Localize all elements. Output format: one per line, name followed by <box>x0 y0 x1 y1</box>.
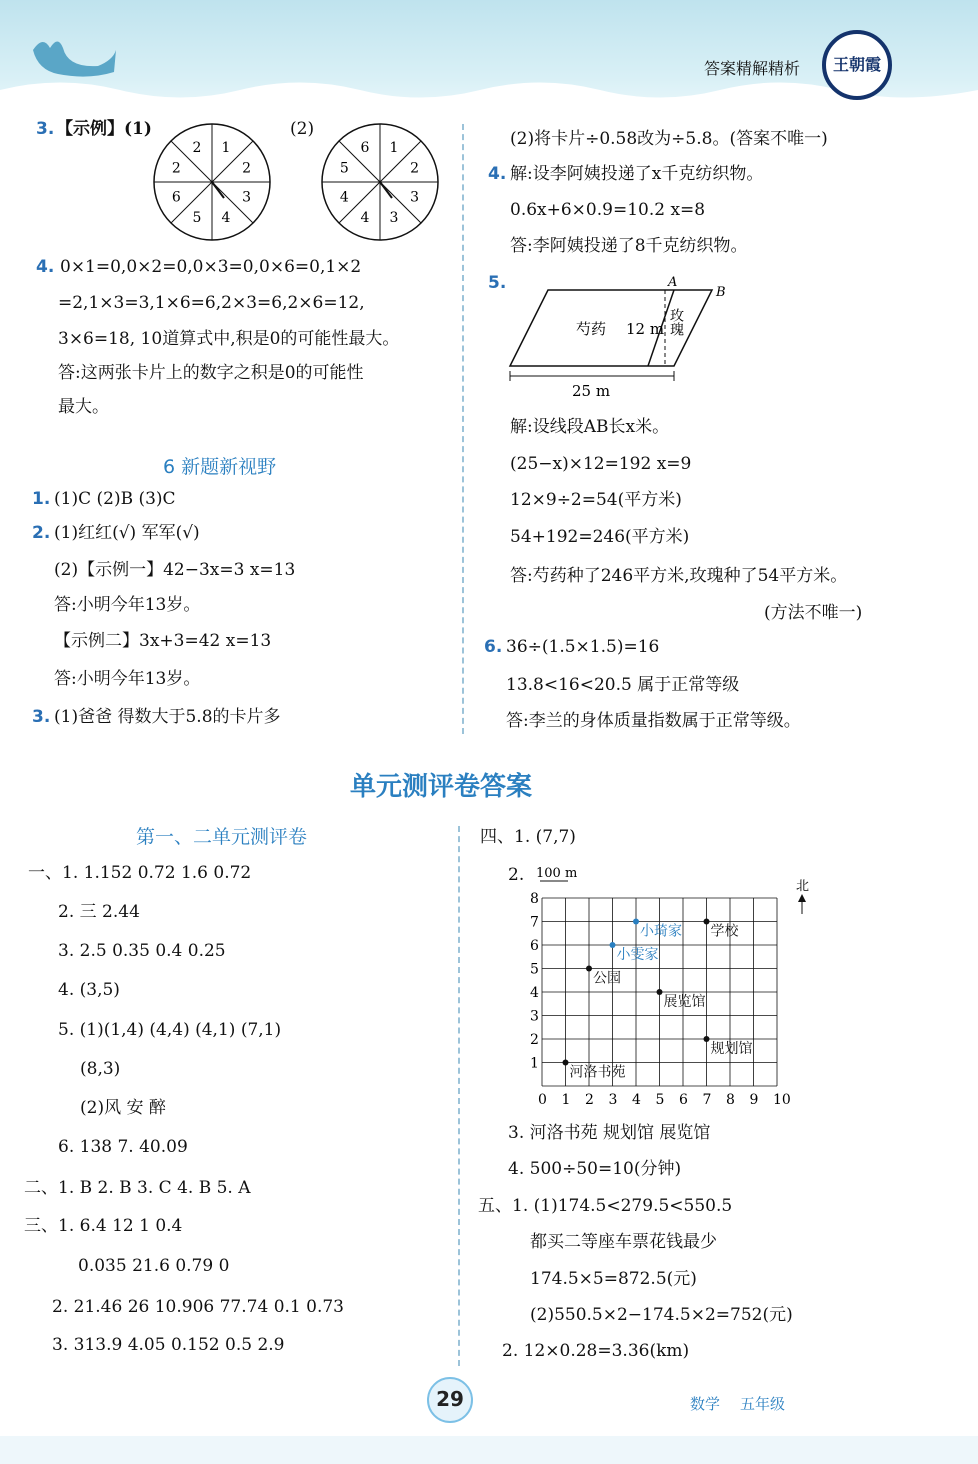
lb-line: 2. 三 2.44 <box>58 902 140 922</box>
unit-test-title: 单元测评卷答案 <box>350 772 533 802</box>
s6q3-answer: (1)爸爸 得数大于5.8的卡片多 <box>54 707 281 727</box>
spinner-sector-label: 4 <box>360 210 370 227</box>
y-tick-label: 5 <box>530 961 539 978</box>
place-label: 河洛书苑 <box>569 1064 626 1081</box>
height-label: 12 m <box>626 320 665 338</box>
x-tick-label: 10 <box>773 1092 791 1108</box>
unit-subtitle: 第一、二单元测评卷 <box>136 826 308 848</box>
x-tick-label: 3 <box>608 1092 618 1108</box>
spinner-sector-label: 6 <box>171 189 181 206</box>
spinner-sector-label: 3 <box>410 189 420 206</box>
x-tick-label: 4 <box>632 1092 641 1108</box>
spinner-sector-label: 4 <box>339 189 349 206</box>
y-tick-label: 4 <box>530 985 539 1001</box>
place-point <box>610 942 616 948</box>
y-tick-label: 3 <box>530 1008 539 1025</box>
place-label: 学校 <box>710 923 739 940</box>
x-tick-label: 0 <box>538 1092 547 1108</box>
r-q5-number: 5. <box>488 273 507 293</box>
s6q2-line: 【示例二】3x+3=42 x=13 <box>54 631 272 651</box>
spinner-sector-label: 1 <box>389 139 399 156</box>
spinner-sector-label: 2 <box>410 160 420 177</box>
place-label: 规划馆 <box>710 1041 753 1057</box>
place-point <box>704 1036 710 1042</box>
spinner-sector-label: 5 <box>192 210 202 227</box>
place-point <box>704 919 710 925</box>
footer-grade: 五年级 <box>740 1395 786 1413</box>
base-label: 25 m <box>572 382 611 400</box>
s6q3-number: 3. <box>32 707 51 727</box>
q3-label: 【示例】(1) <box>56 119 152 139</box>
lb-line: 一、1. 1.152 0.72 1.6 0.72 <box>28 863 252 883</box>
parallelogram-figure <box>500 272 740 402</box>
s6q2-line: 答:小明今年13岁。 <box>54 669 201 689</box>
q4-line: 0×1=0,0×2=0,0×3=0,0×6=0,1×2 <box>60 257 362 277</box>
r-q4-line: 解:设李阿姨投递了x千克纺织物。 <box>510 164 764 184</box>
r-q6-line: 答:李兰的身体质量指数属于正常等级。 <box>506 711 801 731</box>
place-point <box>586 966 592 972</box>
q4-number: 4. <box>36 257 55 277</box>
s6q2-line: 答:小明今年13岁。 <box>54 595 201 615</box>
place-label: 展览馆 <box>663 994 706 1010</box>
lb-line: 4. (3,5) <box>58 980 120 1000</box>
lb-line: (8,3) <box>80 1059 121 1079</box>
r-q5-line: 答:芍药种了246平方米,玫瑰种了54平方米。 <box>510 566 848 586</box>
r-q6-line: 13.8<16<20.5 属于正常等级 <box>506 675 740 695</box>
x-tick-label: 8 <box>726 1092 735 1108</box>
page-number: 29 <box>427 1377 473 1423</box>
rb-line: 五、1. (1)174.5<279.5<550.5 <box>478 1196 733 1216</box>
place-label: 小琦家 <box>640 923 682 940</box>
scale-label: 100 m <box>536 866 578 881</box>
place-label: 小雯家 <box>616 947 659 963</box>
x-tick-label: 9 <box>749 1092 759 1108</box>
x-tick-label: 7 <box>702 1092 712 1108</box>
point-b-label: B <box>716 285 726 300</box>
spinner-sector-label: 3 <box>389 210 399 227</box>
spinner-sector-label: 3 <box>242 189 252 206</box>
r-q5-line: 54+192=246(平方米) <box>510 527 690 547</box>
brand-logo: 王朝霞 <box>822 30 892 100</box>
lb-line: 5. (1)(1,4) (4,4) (4,1) (7,1) <box>58 1020 282 1040</box>
rb-line: 四、1. (7,7) <box>480 827 576 847</box>
lb-line: 6. 138 7. 40.09 <box>58 1137 188 1157</box>
spinner-sector-label: 1 <box>221 139 231 156</box>
spinner-2 <box>318 120 442 244</box>
r-line: (2)将卡片÷0.58改为÷5.8。(答案不唯一) <box>510 129 828 149</box>
r-q6-line: 36÷(1.5×1.5)=16 <box>506 637 660 657</box>
r-q5-line: 解:设线段AB长x米。 <box>510 417 670 437</box>
r-q5-line: 12×9÷2=54(平方米) <box>510 490 682 510</box>
footer-band <box>0 1436 978 1464</box>
lb-line: 3. 2.5 0.35 0.4 0.25 <box>58 941 226 961</box>
lb-line: 3. 313.9 4.05 0.152 0.5 2.9 <box>52 1335 285 1355</box>
rb-line: 4. 500÷50=10(分钟) <box>508 1159 682 1179</box>
x-tick-label: 2 <box>585 1092 594 1108</box>
q4-line: 最大。 <box>58 397 109 417</box>
s6q2-number: 2. <box>32 523 51 543</box>
spinner-sector-label: 4 <box>221 210 231 227</box>
rb-line: 2. 12×0.28=3.36(km) <box>502 1341 690 1361</box>
s6q2-line: (1)红红(√) 军军(√) <box>54 523 200 543</box>
s6q2-line: (2)【示例一】42−3x=3 x=13 <box>54 560 296 580</box>
y-tick-label: 1 <box>530 1055 539 1072</box>
spinner-1 <box>150 120 274 244</box>
q4-line: 3×6=18, 10道算式中,积是0的可能性最大。 <box>58 329 400 349</box>
column-divider-2 <box>458 826 460 1366</box>
x-tick-label: 1 <box>561 1092 571 1108</box>
lb-line: 2. 21.46 26 10.906 77.74 0.1 0.73 <box>52 1297 344 1317</box>
rb-line: (2)550.5×2−174.5×2=752(元) <box>530 1305 793 1325</box>
y-tick-label: 7 <box>530 914 539 931</box>
r-q4-number: 4. <box>488 164 507 184</box>
r-q6-number: 6. <box>484 637 503 657</box>
x-tick-label: 5 <box>655 1092 665 1108</box>
r-q5-line: (方法不唯一) <box>764 603 863 623</box>
point-a-label: A <box>668 275 678 290</box>
spinner-sector-label: 2 <box>242 160 252 177</box>
footer-subject: 数学 <box>690 1395 721 1413</box>
x-tick-label: 6 <box>679 1092 688 1108</box>
coordinate-grid <box>528 860 828 1115</box>
r-q4-line: 0.6x+6×0.9=10.2 x=8 <box>510 200 706 220</box>
area-peony-label: 芍药 <box>576 320 607 338</box>
place-point <box>633 919 639 925</box>
s6q1-answer: (1)C (2)B (3)C <box>54 489 176 509</box>
place-point <box>657 989 663 995</box>
rb-line: 3. 河洛书苑 规划馆 展览馆 <box>508 1123 711 1143</box>
y-tick-label: 6 <box>530 938 539 954</box>
rb-line: 都买二等座车票花钱最少 <box>530 1232 717 1252</box>
spinner-sector-label: 2 <box>171 160 181 177</box>
spinner-sector-label: 5 <box>339 160 349 177</box>
section-6-title: 6 新题新视野 <box>163 456 277 478</box>
place-label: 公园 <box>593 970 621 987</box>
rb-line: 2. <box>508 865 525 885</box>
rb-line: 174.5×5=872.5(元) <box>530 1269 697 1289</box>
lb-line: (2)风 安 醉 <box>80 1098 166 1118</box>
lb-line: 0.035 21.6 0.79 0 <box>78 1256 230 1276</box>
s6q1-number: 1. <box>32 489 51 509</box>
spinner-sector-label: 6 <box>360 139 370 156</box>
page-header <box>0 0 978 112</box>
north-label: 北 <box>796 879 810 894</box>
q3-part2-label: (2) <box>290 119 315 139</box>
r-q5-line: (25−x)×12=192 x=9 <box>510 454 692 474</box>
r-q4-line: 答:李阿姨投递了8千克纺织物。 <box>510 236 748 256</box>
lb-line: 二、1. B 2. B 3. C 4. B 5. A <box>24 1178 251 1198</box>
lb-line: 三、1. 6.4 12 1 0.4 <box>24 1216 183 1236</box>
brand-label: 答案精解精析 <box>704 59 801 78</box>
y-tick-label: 8 <box>530 891 539 907</box>
place-point <box>563 1060 569 1066</box>
q4-line: 答:这两张卡片上的数字之积是0的可能性 <box>58 363 364 383</box>
q3-number: 3. <box>36 119 55 139</box>
spinner-sector-label: 2 <box>192 139 202 156</box>
column-divider <box>462 124 464 734</box>
q4-line: =2,1×3=3,1×6=6,2×3=6,2×6=12, <box>58 293 365 313</box>
y-tick-label: 2 <box>530 1032 539 1048</box>
area-rose-label: 玫瑰 <box>668 308 684 336</box>
